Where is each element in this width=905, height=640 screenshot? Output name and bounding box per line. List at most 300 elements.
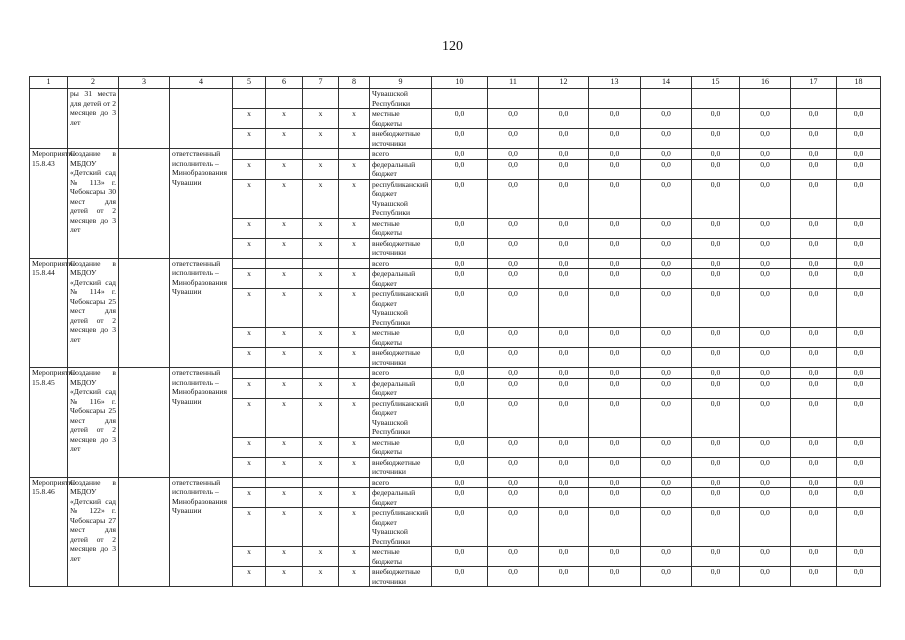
amount-cell: 0,0: [488, 269, 539, 289]
amount-cell: [488, 89, 539, 109]
amount-cell: 0,0: [791, 129, 837, 149]
funding-source: всего: [370, 368, 432, 379]
amount-cell: 0,0: [589, 437, 641, 457]
budget-code-cell: x: [303, 129, 339, 149]
budget-code-cell: x: [266, 179, 303, 218]
budget-code-cell: x: [233, 218, 266, 238]
amount-cell: 0,0: [740, 149, 791, 160]
amount-cell: 0,0: [692, 398, 740, 437]
column-header: 18: [837, 77, 881, 89]
table-row: [30, 258, 881, 269]
amount-cell: 0,0: [740, 378, 791, 398]
amount-cell: 0,0: [488, 238, 539, 258]
amount-cell: 0,0: [589, 488, 641, 508]
amount-cell: 0,0: [740, 457, 791, 477]
amount-cell: 0,0: [740, 398, 791, 437]
amount-cell: 0,0: [539, 258, 589, 269]
amount-cell: 0,0: [432, 269, 488, 289]
amount-cell: 0,0: [539, 398, 589, 437]
budget-code-cell: [303, 149, 339, 160]
executor: [170, 89, 233, 149]
amount-cell: 0,0: [589, 368, 641, 379]
amount-cell: 0,0: [488, 258, 539, 269]
budget-code-cell: x: [233, 238, 266, 258]
amount-cell: 0,0: [740, 567, 791, 587]
amount-cell: 0,0: [589, 457, 641, 477]
amount-cell: 0,0: [432, 398, 488, 437]
column-header: 17: [791, 77, 837, 89]
amount-cell: 0,0: [740, 159, 791, 179]
amount-cell: 0,0: [740, 129, 791, 149]
event-number: Мероприятие 15.8.45: [30, 368, 68, 478]
budget-code-cell: x: [266, 109, 303, 129]
column-header: 13: [589, 77, 641, 89]
amount-cell: [740, 89, 791, 109]
amount-cell: 0,0: [539, 179, 589, 218]
funding-source: всего: [370, 149, 432, 160]
amount-cell: 0,0: [791, 547, 837, 567]
amount-cell: 0,0: [488, 488, 539, 508]
amount-cell: 0,0: [641, 437, 692, 457]
amount-cell: 0,0: [641, 328, 692, 348]
amount-cell: 0,0: [791, 378, 837, 398]
amount-cell: 0,0: [641, 238, 692, 258]
event-name: Создание в МБДОУ «Детский сад № 122» г. Чебоксары 27 мест для детей от 2 месяцев до 3 лет: [68, 477, 119, 587]
budget-code-cell: x: [303, 289, 339, 328]
budget-code-cell: [233, 149, 266, 160]
budget-code-cell: [339, 368, 370, 379]
amount-cell: 0,0: [488, 398, 539, 437]
amount-cell: 0,0: [641, 567, 692, 587]
amount-cell: 0,0: [641, 159, 692, 179]
column-header: 11: [488, 77, 539, 89]
budget-code-cell: x: [339, 567, 370, 587]
funding-source: республиканский бюджет Чувашской Республики: [370, 508, 432, 547]
budget-code-cell: x: [303, 378, 339, 398]
amount-cell: 0,0: [488, 159, 539, 179]
amount-cell: 0,0: [692, 477, 740, 488]
amount-cell: 0,0: [740, 348, 791, 368]
amount-cell: 0,0: [488, 218, 539, 238]
amount-cell: 0,0: [539, 457, 589, 477]
amount-cell: 0,0: [589, 547, 641, 567]
budget-code-cell: x: [233, 348, 266, 368]
amount-cell: 0,0: [488, 567, 539, 587]
budget-code-cell: x: [266, 159, 303, 179]
budget-code-cell: x: [233, 159, 266, 179]
amount-cell: 0,0: [740, 488, 791, 508]
table-row: [30, 149, 881, 160]
budget-code-cell: x: [233, 437, 266, 457]
amount-cell: 0,0: [740, 368, 791, 379]
budget-code-cell: x: [303, 328, 339, 348]
amount-cell: 0,0: [837, 398, 881, 437]
amount-cell: 0,0: [837, 457, 881, 477]
amount-cell: 0,0: [837, 378, 881, 398]
amount-cell: 0,0: [791, 258, 837, 269]
funding-source: Чувашской Республики: [370, 89, 432, 109]
amount-cell: 0,0: [488, 378, 539, 398]
funding-source: местные бюджеты: [370, 547, 432, 567]
budget-code-cell: x: [303, 218, 339, 238]
budget-code-cell: x: [266, 567, 303, 587]
amount-cell: 0,0: [641, 129, 692, 149]
amount-cell: 0,0: [692, 328, 740, 348]
amount-cell: 0,0: [488, 129, 539, 149]
budget-code-cell: x: [339, 109, 370, 129]
amount-cell: 0,0: [791, 348, 837, 368]
column-header: 3: [119, 77, 170, 89]
budget-code-cell: x: [266, 398, 303, 437]
amount-cell: 0,0: [432, 149, 488, 160]
budget-code-cell: x: [303, 567, 339, 587]
funding-source: республиканский бюджет Чувашской Республики: [370, 289, 432, 328]
budget-code-cell: x: [233, 567, 266, 587]
amount-cell: 0,0: [589, 567, 641, 587]
table-row: [30, 477, 881, 488]
budget-code-cell: x: [339, 218, 370, 238]
budget-code-cell: x: [339, 398, 370, 437]
amount-cell: 0,0: [791, 328, 837, 348]
amount-cell: 0,0: [432, 348, 488, 368]
amount-cell: 0,0: [539, 378, 589, 398]
amount-cell: 0,0: [488, 477, 539, 488]
amount-cell: 0,0: [791, 218, 837, 238]
amount-cell: 0,0: [740, 109, 791, 129]
amount-cell: 0,0: [740, 258, 791, 269]
budget-code-cell: [266, 149, 303, 160]
funding-source: внебюджетные источники: [370, 567, 432, 587]
budget-code-cell: x: [233, 269, 266, 289]
amount-cell: 0,0: [432, 218, 488, 238]
event-name: ры 31 места для детей от 2 месяцев до 3 лет: [68, 89, 119, 149]
column-header: 1: [30, 77, 68, 89]
amount-cell: 0,0: [641, 179, 692, 218]
amount-cell: 0,0: [589, 258, 641, 269]
column-header: 10: [432, 77, 488, 89]
budget-code-cell: x: [233, 129, 266, 149]
funding-source: республиканский бюджет Чувашской Республики: [370, 179, 432, 218]
funding-source: федеральный бюджет: [370, 269, 432, 289]
amount-cell: 0,0: [692, 488, 740, 508]
amount-cell: 0,0: [641, 218, 692, 238]
target-indicator: [119, 149, 170, 259]
budget-code-cell: x: [339, 269, 370, 289]
amount-cell: 0,0: [740, 269, 791, 289]
amount-cell: 0,0: [539, 109, 589, 129]
amount-cell: 0,0: [589, 149, 641, 160]
amount-cell: 0,0: [791, 269, 837, 289]
funding-source: внебюджетные источники: [370, 238, 432, 258]
amount-cell: 0,0: [589, 159, 641, 179]
funding-source: внебюджетные источники: [370, 457, 432, 477]
amount-cell: 0,0: [432, 508, 488, 547]
amount-cell: [589, 89, 641, 109]
budget-code-cell: x: [266, 457, 303, 477]
budget-code-cell: [339, 477, 370, 488]
funding-source: республиканский бюджет Чувашской Республики: [370, 398, 432, 437]
amount-cell: 0,0: [539, 238, 589, 258]
budget-code-cell: x: [303, 488, 339, 508]
column-header: 2: [68, 77, 119, 89]
amount-cell: 0,0: [589, 398, 641, 437]
amount-cell: 0,0: [432, 457, 488, 477]
funding-source: всего: [370, 477, 432, 488]
amount-cell: 0,0: [539, 218, 589, 238]
budget-code-cell: x: [339, 289, 370, 328]
amount-cell: 0,0: [692, 269, 740, 289]
budget-code-cell: x: [233, 457, 266, 477]
budget-code-cell: x: [339, 159, 370, 179]
amount-cell: 0,0: [791, 457, 837, 477]
amount-cell: 0,0: [692, 218, 740, 238]
budget-code-cell: x: [233, 328, 266, 348]
budget-code-cell: x: [233, 508, 266, 547]
event-name: Создание в МБДОУ «Детский сад № 114» г. Чебоксары 25 мест для детей от 2 месяцев до 3 лет: [68, 258, 119, 368]
budget-code-cell: [233, 477, 266, 488]
amount-cell: 0,0: [641, 477, 692, 488]
amount-cell: [641, 89, 692, 109]
amount-cell: 0,0: [432, 567, 488, 587]
amount-cell: 0,0: [539, 149, 589, 160]
funding-source: местные бюджеты: [370, 109, 432, 129]
amount-cell: 0,0: [641, 457, 692, 477]
amount-cell: 0,0: [539, 567, 589, 587]
budget-code-cell: x: [266, 129, 303, 149]
amount-cell: 0,0: [539, 159, 589, 179]
amount-cell: 0,0: [837, 437, 881, 457]
amount-cell: 0,0: [641, 398, 692, 437]
amount-cell: 0,0: [432, 289, 488, 328]
budget-code-cell: x: [339, 547, 370, 567]
budget-code-cell: [303, 368, 339, 379]
executor: ответственный исполнитель – Минобразования Чувашии: [170, 368, 233, 478]
executor: ответственный исполнитель – Минобразования Чувашии: [170, 477, 233, 587]
budget-code-cell: x: [266, 269, 303, 289]
event-name: Создание в МБДОУ «Детский сад № 113» г. Чебоксары 30 мест для детей от 2 месяцев до 3 лет: [68, 149, 119, 259]
funding-source: местные бюджеты: [370, 218, 432, 238]
amount-cell: 0,0: [641, 258, 692, 269]
column-header: 4: [170, 77, 233, 89]
amount-cell: 0,0: [432, 437, 488, 457]
amount-cell: 0,0: [641, 488, 692, 508]
table-row: [30, 89, 881, 109]
amount-cell: 0,0: [692, 437, 740, 457]
amount-cell: 0,0: [641, 508, 692, 547]
funding-source: федеральный бюджет: [370, 488, 432, 508]
amount-cell: 0,0: [539, 368, 589, 379]
budget-code-cell: x: [266, 378, 303, 398]
budget-code-cell: x: [266, 238, 303, 258]
amount-cell: 0,0: [740, 179, 791, 218]
table-body: [30, 77, 881, 587]
event-number: Мероприятие 15.8.44: [30, 258, 68, 368]
amount-cell: 0,0: [539, 289, 589, 328]
amount-cell: [837, 89, 881, 109]
amount-cell: 0,0: [488, 457, 539, 477]
amount-cell: 0,0: [589, 348, 641, 368]
budget-code-cell: x: [233, 398, 266, 437]
budget-code-cell: [339, 149, 370, 160]
amount-cell: 0,0: [791, 508, 837, 547]
amount-cell: 0,0: [432, 328, 488, 348]
column-header: 14: [641, 77, 692, 89]
budget-code-cell: [266, 368, 303, 379]
budget-code-cell: x: [339, 348, 370, 368]
amount-cell: 0,0: [740, 289, 791, 328]
budget-code-cell: x: [233, 488, 266, 508]
amount-cell: 0,0: [641, 348, 692, 368]
amount-cell: 0,0: [539, 328, 589, 348]
amount-cell: 0,0: [837, 567, 881, 587]
amount-cell: 0,0: [837, 109, 881, 129]
amount-cell: 0,0: [589, 238, 641, 258]
amount-cell: 0,0: [837, 328, 881, 348]
amount-cell: 0,0: [432, 477, 488, 488]
column-header: 8: [339, 77, 370, 89]
target-indicator: [119, 368, 170, 478]
budget-code-cell: [303, 89, 339, 109]
amount-cell: 0,0: [589, 289, 641, 328]
budget-code-cell: [303, 258, 339, 269]
budget-code-cell: [339, 89, 370, 109]
budget-code-cell: x: [339, 437, 370, 457]
amount-cell: 0,0: [488, 289, 539, 328]
budget-code-cell: x: [233, 547, 266, 567]
executor: ответственный исполнитель – Минобразования Чувашии: [170, 149, 233, 259]
amount-cell: 0,0: [692, 109, 740, 129]
amount-cell: 0,0: [589, 179, 641, 218]
amount-cell: 0,0: [488, 109, 539, 129]
event-name: Создание в МБДОУ «Детский сад № 116» г. Чебоксары 25 мест для детей от 2 месяцев до 3 лет: [68, 368, 119, 478]
amount-cell: 0,0: [539, 547, 589, 567]
amount-cell: 0,0: [837, 179, 881, 218]
amount-cell: 0,0: [641, 368, 692, 379]
budget-code-cell: x: [339, 508, 370, 547]
amount-cell: 0,0: [432, 179, 488, 218]
amount-cell: 0,0: [837, 159, 881, 179]
amount-cell: 0,0: [432, 378, 488, 398]
budget-code-cell: [233, 368, 266, 379]
amount-cell: 0,0: [837, 238, 881, 258]
budget-code-cell: x: [303, 348, 339, 368]
amount-cell: 0,0: [791, 477, 837, 488]
budget-code-cell: x: [266, 289, 303, 328]
amount-cell: [692, 89, 740, 109]
amount-cell: 0,0: [432, 258, 488, 269]
amount-cell: 0,0: [589, 508, 641, 547]
amount-cell: 0,0: [539, 129, 589, 149]
funding-source: федеральный бюджет: [370, 159, 432, 179]
amount-cell: 0,0: [641, 109, 692, 129]
budget-code-cell: x: [339, 179, 370, 218]
amount-cell: 0,0: [837, 129, 881, 149]
funding-source: федеральный бюджет: [370, 378, 432, 398]
budget-code-cell: x: [266, 488, 303, 508]
amount-cell: 0,0: [837, 488, 881, 508]
amount-cell: 0,0: [692, 348, 740, 368]
amount-cell: 0,0: [791, 488, 837, 508]
budget-code-cell: [266, 477, 303, 488]
amount-cell: 0,0: [740, 477, 791, 488]
amount-cell: 0,0: [791, 159, 837, 179]
budget-code-cell: x: [303, 457, 339, 477]
column-header: 6: [266, 77, 303, 89]
funding-source: внебюджетные источники: [370, 348, 432, 368]
amount-cell: 0,0: [740, 508, 791, 547]
amount-cell: [432, 89, 488, 109]
amount-cell: 0,0: [539, 477, 589, 488]
amount-cell: 0,0: [488, 547, 539, 567]
amount-cell: 0,0: [837, 289, 881, 328]
budget-code-cell: x: [339, 129, 370, 149]
amount-cell: 0,0: [692, 547, 740, 567]
amount-cell: 0,0: [589, 129, 641, 149]
amount-cell: 0,0: [589, 378, 641, 398]
amount-cell: 0,0: [791, 238, 837, 258]
amount-cell: 0,0: [692, 129, 740, 149]
column-header: 9: [370, 77, 432, 89]
budget-code-cell: x: [233, 378, 266, 398]
budget-code-cell: x: [266, 218, 303, 238]
amount-cell: 0,0: [589, 269, 641, 289]
budget-code-cell: x: [233, 289, 266, 328]
amount-cell: 0,0: [837, 477, 881, 488]
amount-cell: 0,0: [488, 179, 539, 218]
amount-cell: 0,0: [432, 488, 488, 508]
target-indicator: [119, 477, 170, 587]
budget-code-cell: x: [339, 378, 370, 398]
amount-cell: 0,0: [539, 269, 589, 289]
budget-code-cell: x: [233, 109, 266, 129]
amount-cell: 0,0: [692, 149, 740, 160]
amount-cell: 0,0: [837, 218, 881, 238]
amount-cell: 0,0: [641, 269, 692, 289]
budget-code-cell: [303, 477, 339, 488]
event-number: Мероприятие 15.8.46: [30, 477, 68, 587]
amount-cell: 0,0: [589, 328, 641, 348]
funding-table: [29, 76, 881, 587]
amount-cell: 0,0: [791, 437, 837, 457]
amount-cell: 0,0: [692, 508, 740, 547]
budget-code-cell: [266, 258, 303, 269]
amount-cell: 0,0: [837, 508, 881, 547]
amount-cell: 0,0: [692, 258, 740, 269]
target-indicator: [119, 89, 170, 149]
amount-cell: [539, 89, 589, 109]
page-number: 120: [442, 39, 463, 54]
budget-code-cell: x: [303, 398, 339, 437]
column-header: 5: [233, 77, 266, 89]
amount-cell: 0,0: [791, 398, 837, 437]
budget-code-cell: x: [339, 488, 370, 508]
amount-cell: 0,0: [432, 368, 488, 379]
amount-cell: 0,0: [791, 179, 837, 218]
budget-code-cell: [233, 258, 266, 269]
budget-code-cell: x: [303, 508, 339, 547]
target-indicator: [119, 258, 170, 368]
amount-cell: 0,0: [432, 238, 488, 258]
budget-code-cell: x: [266, 508, 303, 547]
amount-cell: 0,0: [837, 258, 881, 269]
amount-cell: 0,0: [791, 289, 837, 328]
budget-code-cell: x: [303, 238, 339, 258]
amount-cell: 0,0: [692, 179, 740, 218]
budget-code-cell: x: [266, 437, 303, 457]
amount-cell: 0,0: [488, 149, 539, 160]
amount-cell: 0,0: [641, 149, 692, 160]
amount-cell: 0,0: [837, 547, 881, 567]
